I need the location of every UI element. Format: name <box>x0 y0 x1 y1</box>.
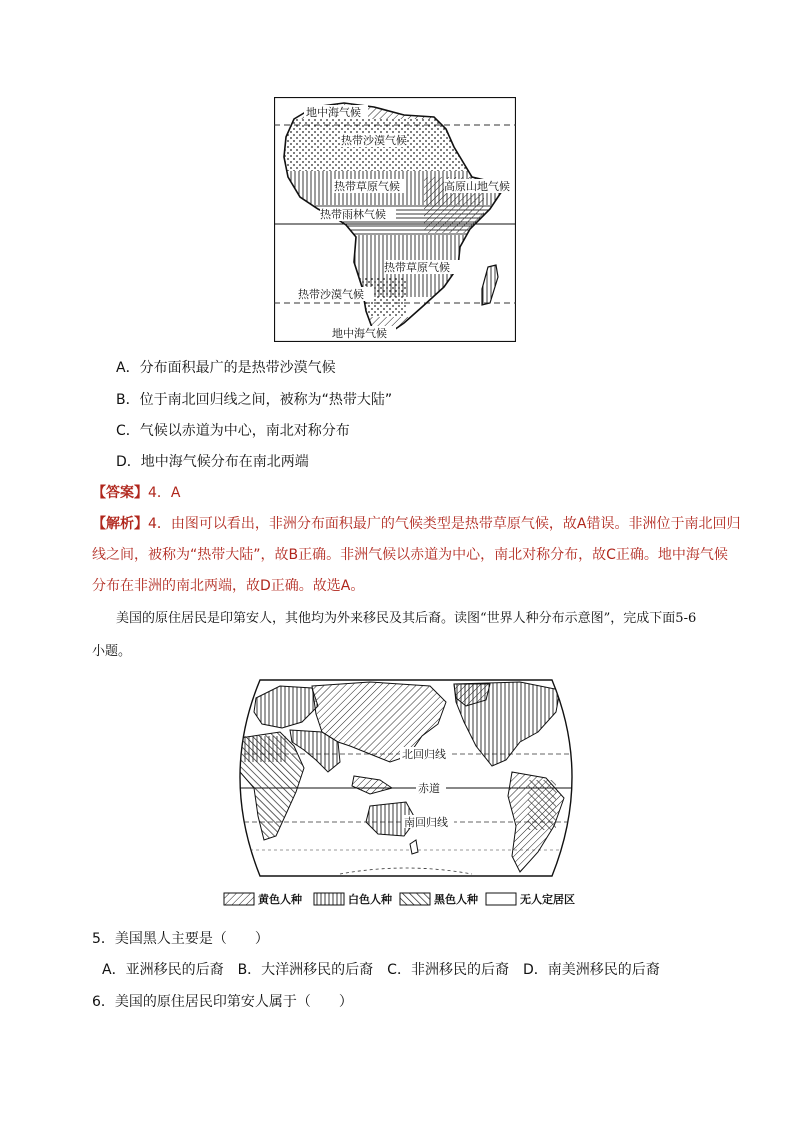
answer-tag: 【答案】 <box>92 485 148 501</box>
label-tropic-south: 南回归线 <box>404 816 448 829</box>
answer-text: 4．A <box>148 485 181 501</box>
q4-option-d: D．地中海气候分布在南北两端 <box>116 454 309 470</box>
q4-option-c: C．气候以赤道为中心，南北对称分布 <box>116 423 350 439</box>
label-rainforest: 热带雨林气候 <box>320 208 386 221</box>
label-tropic-north: 北回归线 <box>402 748 446 761</box>
q4-analysis-line2: 线之间，被称为“热带大陆”，故B正确。非洲气候以赤道为中心，南北对称分布，故C正确。地中海气候 <box>92 547 728 563</box>
label-mediterranean-south: 地中海气候 <box>332 327 387 340</box>
world-race-map <box>220 676 592 912</box>
legend-yellow-race: 黄色人种 <box>258 893 302 906</box>
q5-stem: 5．美国黑人主要是（ ） <box>92 931 269 947</box>
q6-stem: 6．美国的原住居民印第安人属于（ ） <box>92 994 353 1010</box>
q5-options: A．亚洲移民的后裔 B．大洋洲移民的后裔 C．非洲移民的后裔 D．南美洲移民的后裔 <box>102 962 660 978</box>
analysis-tag: 【解析】 <box>92 516 148 532</box>
label-mediterranean-north: 地中海气候 <box>306 106 361 119</box>
label-savanna-north: 热带草原气候 <box>334 180 400 193</box>
q4-answer <box>92 483 180 503</box>
label-desert-south: 热带沙漠气候 <box>298 288 364 301</box>
label-desert-north: 热带沙漠气候 <box>341 134 407 147</box>
legend-black-race: 黑色人种 <box>434 893 478 906</box>
legend-uninhabited: 无人定居区 <box>520 893 575 906</box>
label-highland: 高原山地气候 <box>444 180 510 193</box>
analysis-text-1: 4．由图可以看出，非洲分布面积最广的气候类型是热带草原气候，故A错误。非洲位于南北回归 <box>148 516 741 532</box>
label-equator: 赤道 <box>418 782 440 795</box>
legend-white-race: 白色人种 <box>348 893 392 906</box>
intro-line1: 美国的原住居民是印第安人，其他均为外来移民及其后裔。读图“世界人种分布示意图”，完成下面5-6 <box>116 611 697 626</box>
q4-option-b: B．位于南北回归线之间，被称为“热带大陆” <box>116 392 393 408</box>
q4-analysis-line1 <box>92 514 740 534</box>
q4-option-a: A．分布面积最广的是热带沙漠气候 <box>116 360 336 376</box>
label-savanna-south: 热带草原气候 <box>384 261 450 274</box>
africa-climate-map <box>274 97 516 342</box>
intro-line2: 小题。 <box>92 644 132 659</box>
q4-analysis-line3: 分布在非洲的南北两端，故D正确。故选A。 <box>92 578 365 594</box>
world-map-legend <box>224 892 575 906</box>
